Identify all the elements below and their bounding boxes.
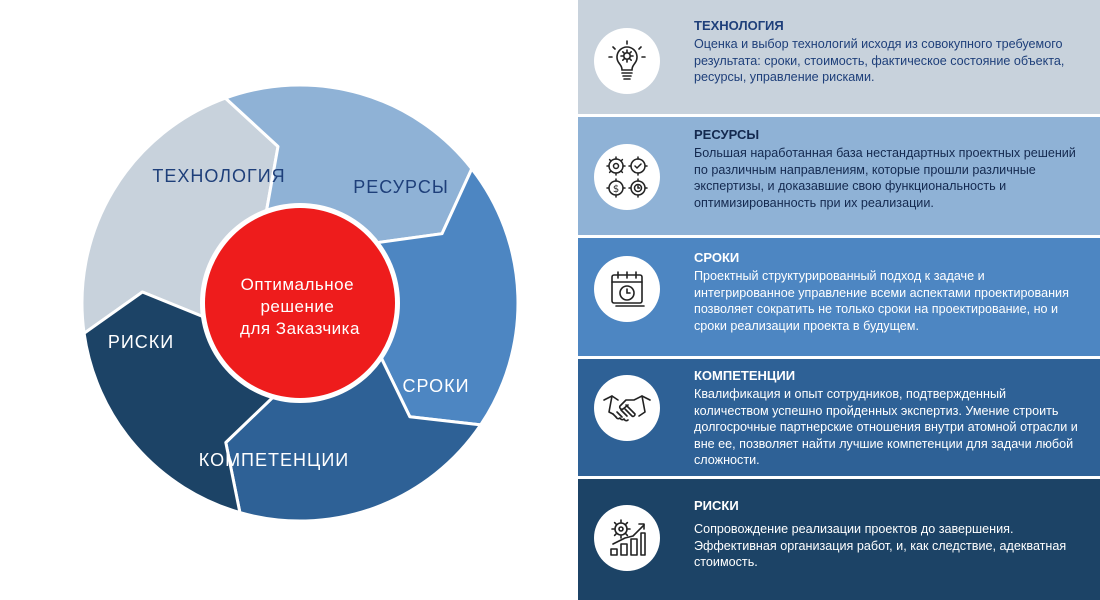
calendar-clock-icon <box>594 256 660 322</box>
panel-technology <box>578 0 1100 114</box>
panel-title: КОМПЕТЕНЦИИ <box>694 368 796 383</box>
panel-description: Квалификация и опыт сотрудников, подтвержденный количеством успешно пройденных экспертиз. Умение строить долгосрочные партнерские отношения внутри атомной отрасли и вне ее, позволяет найти лучшие компетенции для задачи любой сложности. <box>694 387 1078 468</box>
segment-label-deadlines: СРОКИ <box>402 376 470 396</box>
panel-competencies <box>578 359 1100 476</box>
segment-label-competencies: КОМПЕТЕНЦИИ <box>198 450 350 470</box>
panel-resources <box>578 117 1100 235</box>
panel-description: Проектный структурированный подход к задаче и интегрированное управление всеми аспектами проектирования позволяет сократить не только сроки на проектирование, но и сроки реализации проекта в будущем. <box>694 269 1069 333</box>
svg-text:$: $ <box>612 184 620 195</box>
panel-description: Оценка и выбор технологий исходя из совокупного требуемого результата: сроки, стоимость, фактическое состояние объекта, ресурсы, управление рисками. <box>694 37 1065 85</box>
center-line-1: Оптимальное <box>240 275 355 294</box>
lightbulb-gear-icon <box>594 28 660 94</box>
growth-chart-icon <box>594 505 660 571</box>
center-line-2: решение <box>260 297 335 316</box>
panel-title: РИСКИ <box>694 498 739 513</box>
panel-title: ТЕХНОЛОГИЯ <box>694 18 784 33</box>
panel-risks <box>578 479 1100 600</box>
handshake-icon <box>594 375 660 441</box>
segment-label-risks: РИСКИ <box>107 332 175 352</box>
segment-label-resources: РЕСУРСЫ <box>353 177 449 197</box>
panel-deadlines <box>578 238 1100 356</box>
panel-description: Сопровождение реализации проектов до завершения. Эффективная организация работ, и, как следствие, адекватная стоимость. <box>694 522 1067 570</box>
panel-title: СРОКИ <box>694 250 740 265</box>
gears-resources-icon <box>594 144 660 210</box>
segment-label-technology: ТЕХНОЛОГИЯ <box>152 166 286 186</box>
center-line-3: для Заказчика <box>240 319 360 338</box>
panel-description: Большая наработанная база нестандартных проектных решений по различным направлениям, которые прошли различные экспертизы, и доказавшие свою функциональность и оптимизированность при их реализации. <box>694 146 1076 210</box>
panel-title: РЕСУРСЫ <box>694 127 760 142</box>
